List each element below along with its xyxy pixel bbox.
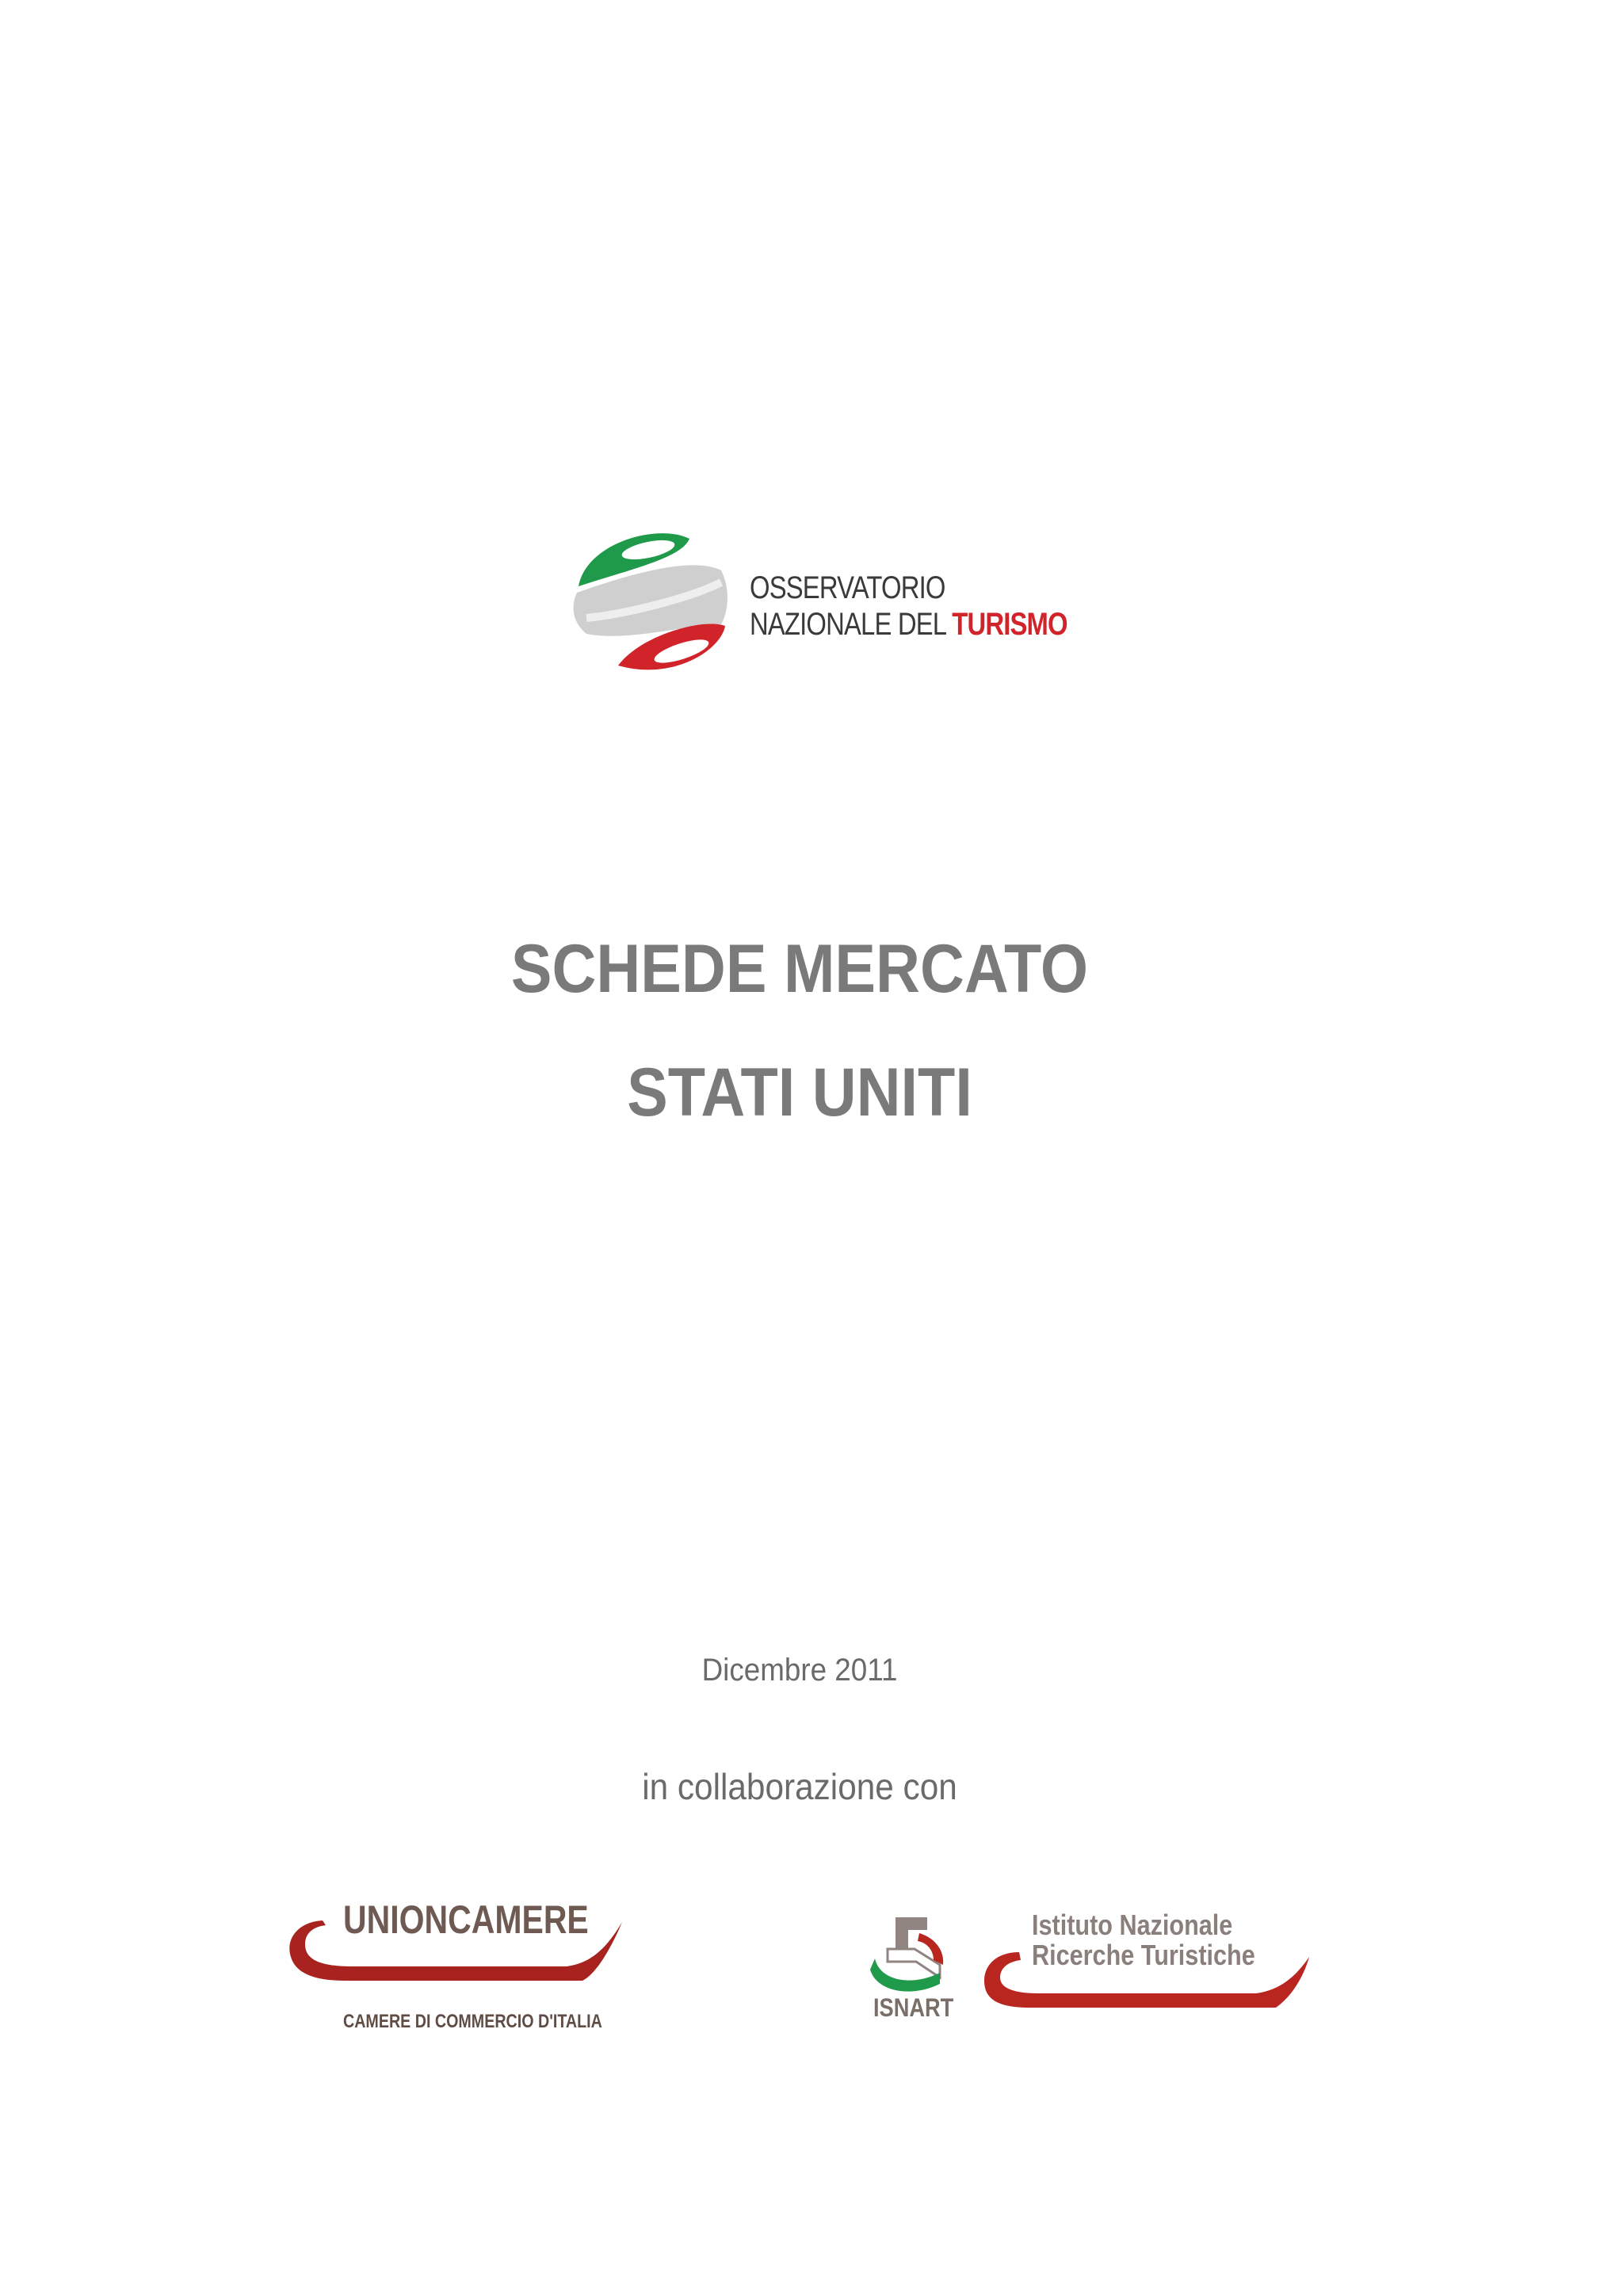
tricolor-globe-icon	[571, 523, 745, 689]
unioncamere-subtitle: CAMERE DI COMMERCIO D'ITALIA	[343, 2011, 602, 2032]
document-title: SCHEDE MERCATO	[510, 931, 1089, 1007]
osservatorio-turismo: TURISMO	[952, 607, 1067, 642]
publication-date: Dicembre 2011	[701, 1653, 898, 1688]
isnart-name-line1: Istituto Nazionale	[1032, 1909, 1233, 1941]
osservatorio-line2-prefix: NAZIONALE DEL	[750, 607, 953, 642]
osservatorio-logo	[571, 523, 1067, 689]
isnart-logo	[864, 1901, 1339, 2036]
unioncamere-logo	[281, 1894, 630, 2044]
document-subtitle: STATI UNITI	[627, 1055, 972, 1131]
unioncamere-name: UNIONCAMERE	[343, 1897, 589, 1942]
isnart-short-name: ISNART	[873, 1993, 954, 2022]
isnart-name-line2: Ricerche Turistiche	[1032, 1939, 1255, 1971]
osservatorio-line2	[750, 608, 1067, 640]
collaboration-label: in collaborazione con	[642, 1766, 957, 1807]
osservatorio-line1: OSSERVATORIO	[750, 570, 945, 605]
